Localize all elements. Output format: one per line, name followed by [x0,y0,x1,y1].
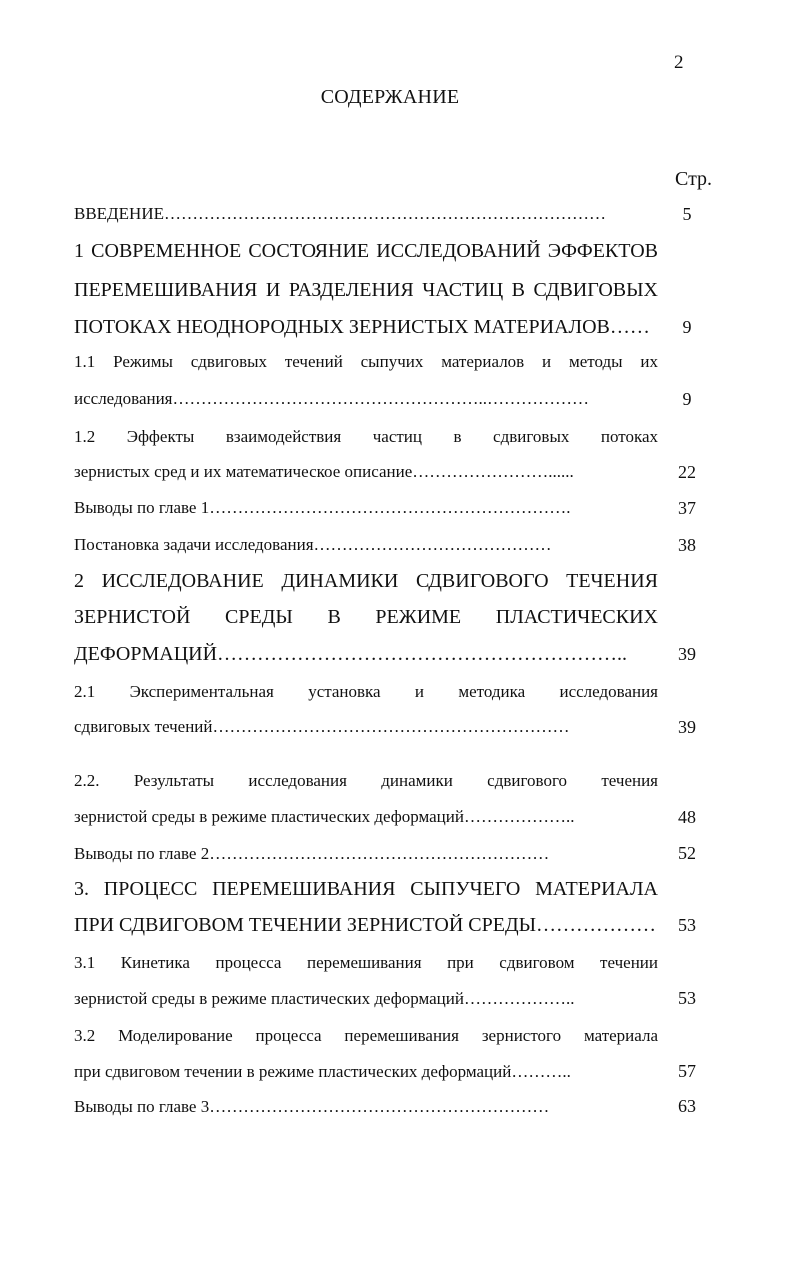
toc-ch2-line2: ЗЕРНИСТОЙ СРЕДЫ В РЕЖИМЕ ПЛАСТИЧЕСКИХ [74,606,658,628]
toc-ch3-page: 53 [678,915,696,935]
toc-s21-page: 39 [678,717,696,737]
toc-ch1-line3: ПОТОКАХ НЕОДНОРОДНЫХ ЗЕРНИСТЫХ МАТЕРИАЛОВ…… [74,316,650,338]
toc-s22-line2: зернистой среды в режиме пластических деформаций……………….. [74,807,575,826]
toc-s22-page: 48 [678,807,696,827]
toc-ch3-line1: 3. ПРОЦЕСС ПЕРЕМЕШИВАНИЯ СЫПУЧЕГО МАТЕРИАЛА [74,878,658,900]
toc-s31-line2: зернистой среды в режиме пластических деформаций……………….. [74,989,575,1008]
toc-s11-line2: исследования………………………………………………..……………… [74,389,590,408]
toc-s21-line1: 2.1 Экспериментальная установка и методика исследования [74,682,658,701]
toc-s12-line2: зернистых сред и их математическое описание……………………...... [74,462,574,481]
toc-s32-line1: 3.2 Моделирование процесса перемешивания зернистого материала [74,1026,658,1045]
toc-s22-line1: 2.2. Результаты исследования динамики сдвигового течения [74,771,658,790]
toc-c1-line1: Выводы по главе 1………………………………………………………. [74,498,571,517]
toc-intro-line1: ВВЕДЕНИЕ…………………………………………………………………… [74,204,606,223]
toc-s31-page: 53 [678,988,696,1008]
toc-c2-page: 52 [678,843,696,863]
toc-c1-page: 37 [678,498,696,518]
toc-ch1-page: 9 [682,317,692,337]
toc-s12-page: 22 [678,462,696,482]
page-column-header: Стр. [675,168,713,190]
toc-ch2-page: 39 [678,644,696,664]
toc-s11-page: 9 [682,389,692,409]
toc-task-line1: Постановка задачи исследования…………………………………… [74,535,552,554]
toc-intro-page: 5 [682,204,692,224]
page-title: СОДЕРЖАНИЕ [320,86,460,108]
toc-ch1-line2: ПЕРЕМЕШИВАНИЯ И РАЗДЕЛЕНИЯ ЧАСТИЦ В СДВИГОВЫХ [74,279,658,301]
toc-c3-page: 63 [678,1096,696,1116]
toc-s11-line1: 1.1 Режимы сдвиговых течений сыпучих материалов и методы их [74,352,658,371]
toc-task-page: 38 [678,535,696,555]
toc-s32-page: 57 [678,1061,696,1081]
toc-s12-line1: 1.2 Эффекты взаимодействия частиц в сдвиговых потоках [74,427,658,446]
toc-s32-line2: при сдвиговом течении в режиме пластических деформаций……….. [74,1062,571,1081]
toc-ch2-line1: 2 ИССЛЕДОВАНИЕ ДИНАМИКИ СДВИГОВОГО ТЕЧЕНИЯ [74,570,658,592]
page-number: 2 [674,52,684,73]
toc-ch2-line3: ДЕФОРМАЦИЙ…………………………………………………….. [74,643,628,665]
toc-c3-line1: Выводы по главе 3…………………………………………………… [74,1097,550,1116]
toc-ch3-line2: ПРИ СДВИГОВОМ ТЕЧЕНИИ ЗЕРНИСТОЙ СРЕДЫ……………… [74,914,657,936]
toc-s21-line2: сдвиговых течений……………………………………………………… [74,717,570,736]
toc-c2-line1: Выводы по главе 2…………………………………………………… [74,844,550,863]
toc-s31-line1: 3.1 Кинетика процесса перемешивания при сдвиговом течении [74,953,658,972]
toc-ch1-line1: 1 СОВРЕМЕННОЕ СОСТОЯНИЕ ИССЛЕДОВАНИЙ ЭФФЕКТОВ [74,240,658,262]
